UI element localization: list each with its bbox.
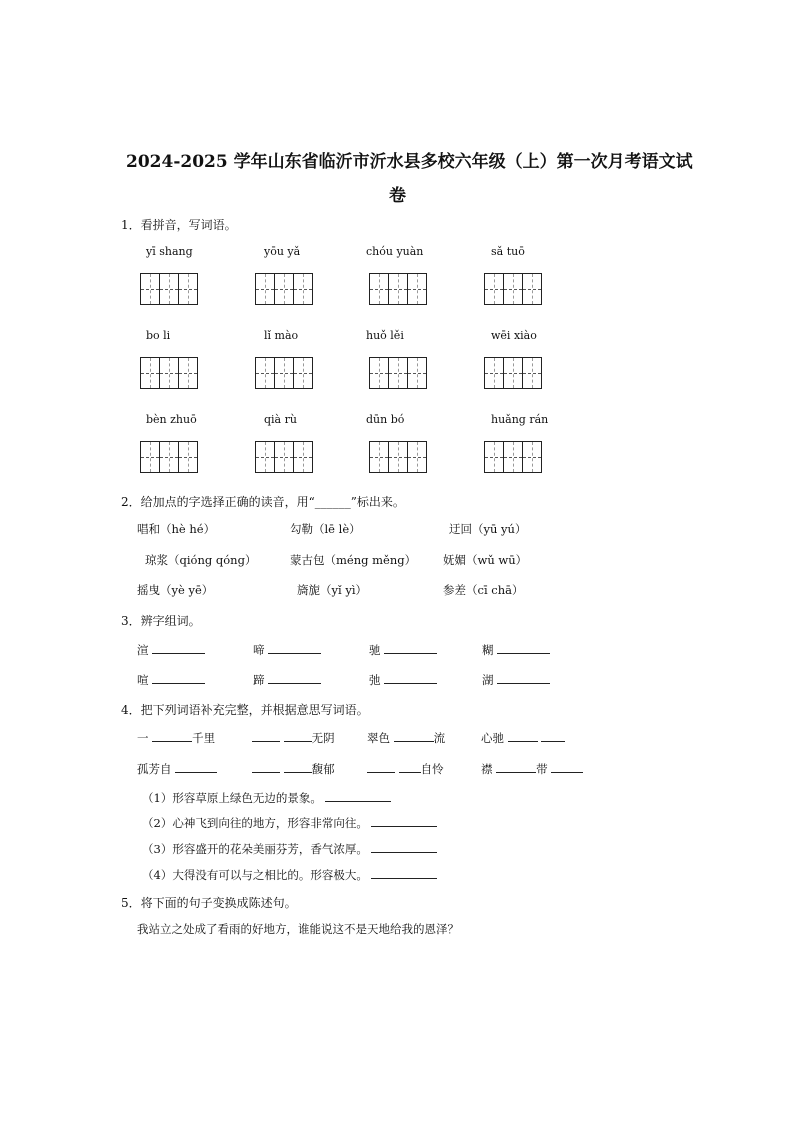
- q3-char: 蹄: [253, 671, 321, 688]
- writing-box[interactable]: [140, 273, 198, 305]
- pinyin-label: bèn zhuō: [146, 413, 197, 426]
- answer-blank[interactable]: [394, 729, 434, 742]
- idiom-fill: 自怜: [367, 760, 444, 777]
- writing-cell[interactable]: [407, 442, 426, 472]
- answer-blank[interactable]: [496, 760, 536, 773]
- writing-cell[interactable]: [388, 358, 407, 388]
- pinyin-label: lǐ mào: [264, 329, 299, 342]
- answer-blank[interactable]: [371, 840, 437, 853]
- q3-char: 驰: [369, 641, 437, 658]
- answer-blank[interactable]: [152, 671, 205, 684]
- q3-char: 渲: [137, 641, 205, 658]
- q4-meaning-item: （3）形容盛开的花朵美丽芬芳，香气浓厚。: [142, 840, 437, 857]
- q2-item: 唱和（hè hé）: [137, 522, 216, 536]
- question-2-heading: 2．给加点的字选择正确的读音，用“______”标出来。: [121, 495, 405, 509]
- writing-box[interactable]: [255, 441, 313, 473]
- writing-box[interactable]: [369, 273, 427, 305]
- answer-blank[interactable]: [384, 671, 437, 684]
- answer-blank[interactable]: [175, 760, 217, 773]
- pinyin-label: yōu yǎ: [264, 245, 301, 258]
- q2-item: 勾勒（lē lè）: [290, 522, 361, 536]
- writing-cell[interactable]: [274, 442, 293, 472]
- pinyin-label: sǎ tuō: [491, 245, 525, 258]
- writing-box[interactable]: [255, 357, 313, 389]
- writing-box[interactable]: [369, 357, 427, 389]
- writing-cell[interactable]: [503, 274, 522, 304]
- writing-cell[interactable]: [256, 358, 274, 388]
- pinyin-label: wēi xiào: [491, 329, 537, 342]
- q4-meaning-item: （2）心神飞到向往的地方，形容非常向往。: [142, 814, 437, 831]
- writing-cell[interactable]: [485, 358, 503, 388]
- writing-cell[interactable]: [159, 274, 178, 304]
- question-3-heading: 3．辨字组词。: [121, 614, 201, 628]
- writing-cell[interactable]: [370, 274, 388, 304]
- pinyin-label: qià rù: [264, 413, 297, 426]
- answer-blank[interactable]: [384, 641, 437, 654]
- writing-cell[interactable]: [522, 358, 541, 388]
- writing-cell[interactable]: [178, 358, 197, 388]
- q4-meaning-item: （1）形容草原上绿色无边的景象。: [142, 789, 391, 806]
- writing-cell[interactable]: [388, 442, 407, 472]
- q3-char: 喧: [137, 671, 205, 688]
- q2-item: 摇曳（yè yē）: [137, 583, 214, 597]
- writing-cell[interactable]: [370, 358, 388, 388]
- writing-box[interactable]: [255, 273, 313, 305]
- q2-item: 蒙古包（méng měng）: [290, 553, 417, 567]
- idiom-fill: 翠色 流: [367, 731, 446, 745]
- page-title-line1: 2024-2025 学年山东省临沂市沂水县多校六年级（上）第一次月考语文试: [126, 152, 693, 172]
- writing-cell[interactable]: [388, 274, 407, 304]
- idiom-fill: 无阴: [252, 729, 335, 746]
- q2-item: 妩媚（wǔ wū）: [443, 553, 528, 567]
- answer-blank[interactable]: [508, 729, 538, 742]
- answer-blank[interactable]: [268, 641, 321, 654]
- pinyin-label: dūn bó: [366, 413, 405, 426]
- q5-sentence: 我站立之处成了看雨的好地方，谁能说这不是天地给我的恩泽？: [137, 922, 459, 936]
- q2-item: 迂回（yū yú）: [449, 522, 527, 536]
- answer-blank[interactable]: [371, 866, 437, 879]
- q2-item: 琼浆（qióng qóng）: [145, 553, 257, 567]
- q2-item: 旖旎（yǐ yì）: [297, 583, 368, 597]
- answer-blank[interactable]: [551, 760, 583, 773]
- writing-cell[interactable]: [178, 274, 197, 304]
- writing-box[interactable]: [484, 357, 542, 389]
- idiom-fill: 心驰: [481, 729, 565, 746]
- pinyin-label: huǎng rán: [491, 413, 549, 426]
- answer-blank[interactable]: [497, 641, 550, 654]
- page-title-line2: 卷: [389, 186, 406, 206]
- writing-cell[interactable]: [293, 274, 312, 304]
- writing-cell[interactable]: [485, 442, 503, 472]
- writing-box[interactable]: [484, 441, 542, 473]
- writing-cell[interactable]: [407, 274, 426, 304]
- idiom-fill: 馥郁: [252, 760, 335, 777]
- idiom-fill: 襟 带: [481, 760, 583, 777]
- answer-blank[interactable]: [152, 641, 205, 654]
- writing-cell[interactable]: [407, 358, 426, 388]
- answer-blank[interactable]: [268, 671, 321, 684]
- writing-cell[interactable]: [293, 358, 312, 388]
- q3-char: 啼: [253, 641, 321, 658]
- answer-blank[interactable]: [284, 760, 312, 773]
- pinyin-label: huǒ lěi: [366, 329, 404, 342]
- question-1-heading: 1．看拼音，写词语。: [121, 218, 237, 232]
- writing-box[interactable]: [484, 273, 542, 305]
- answer-blank[interactable]: [541, 729, 565, 742]
- answer-blank[interactable]: [399, 760, 421, 773]
- writing-cell[interactable]: [274, 358, 293, 388]
- writing-box[interactable]: [140, 441, 198, 473]
- writing-box[interactable]: [369, 441, 427, 473]
- question-5-heading: 5．将下面的句子变换成陈述句。: [121, 896, 297, 910]
- question-4-heading: 4．把下列词语补充完整，并根据意思写词语。: [121, 703, 369, 717]
- idiom-fill: 一 千里: [137, 731, 216, 745]
- answer-blank[interactable]: [325, 789, 391, 802]
- pinyin-label: chóu yuàn: [366, 245, 424, 258]
- writing-cell[interactable]: [503, 358, 522, 388]
- answer-blank[interactable]: [371, 814, 437, 827]
- writing-cell[interactable]: [485, 274, 503, 304]
- answer-blank[interactable]: [152, 729, 192, 742]
- writing-cell[interactable]: [370, 442, 388, 472]
- q3-char: 糊: [482, 641, 550, 658]
- writing-cell[interactable]: [159, 358, 178, 388]
- q2-item: 参差（cī chā）: [443, 583, 524, 597]
- pinyin-label: bo li: [146, 329, 171, 342]
- idiom-fill: 孤芳自: [137, 760, 217, 777]
- q3-char: 弛: [369, 671, 437, 688]
- writing-cell[interactable]: [141, 274, 159, 304]
- writing-cell[interactable]: [141, 442, 159, 472]
- writing-box[interactable]: [140, 357, 198, 389]
- writing-cell[interactable]: [159, 442, 178, 472]
- writing-cell[interactable]: [293, 442, 312, 472]
- writing-cell[interactable]: [503, 442, 522, 472]
- writing-cell[interactable]: [256, 274, 274, 304]
- q4-meaning-item: （4）大得没有可以与之相比的。形容极大。: [142, 866, 437, 883]
- answer-blank[interactable]: [252, 729, 280, 742]
- writing-cell[interactable]: [522, 442, 541, 472]
- writing-cell[interactable]: [178, 442, 197, 472]
- writing-cell[interactable]: [141, 358, 159, 388]
- answer-blank[interactable]: [367, 760, 395, 773]
- writing-cell[interactable]: [256, 442, 274, 472]
- answer-blank[interactable]: [284, 729, 312, 742]
- answer-blank[interactable]: [497, 671, 550, 684]
- answer-blank[interactable]: [252, 760, 280, 773]
- pinyin-label: yī shang: [146, 245, 193, 258]
- q3-char: 湖: [482, 671, 550, 688]
- writing-cell[interactable]: [522, 274, 541, 304]
- writing-cell[interactable]: [274, 274, 293, 304]
